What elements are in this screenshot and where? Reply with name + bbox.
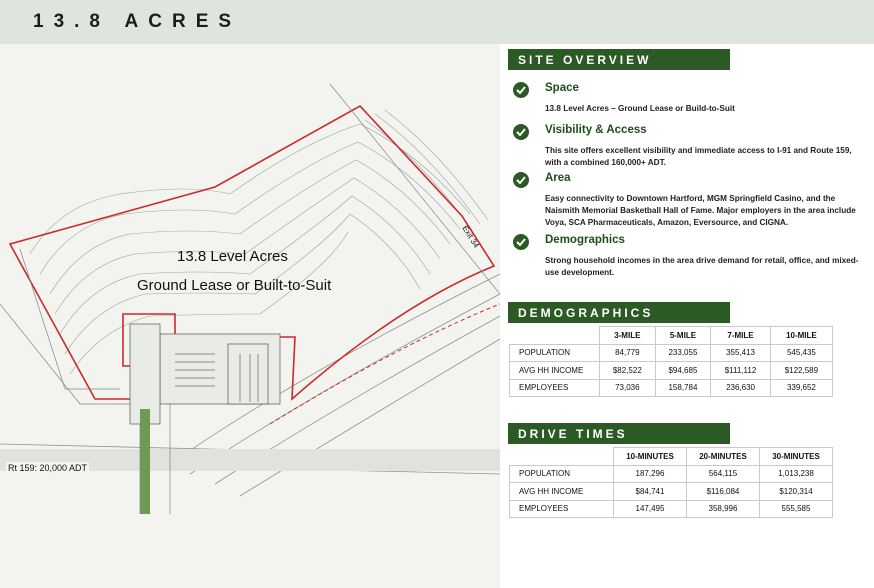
overview-heading: Demographics [545,234,625,246]
column-header: 10-MINUTES [614,448,687,466]
column-header: 5-MILE [655,327,711,345]
table-cell: 1,013,238 [760,465,833,483]
site-plan-drawing [0,44,500,588]
table-cell: $111,112 [711,362,771,380]
title-bar [0,0,874,44]
row-label: EMPLOYEES [510,379,600,397]
check-icon [513,234,529,250]
overview-item-visibility [513,124,868,174]
table-row [510,483,833,501]
table-cell: 187,296 [614,465,687,483]
row-label: POPULATION [510,344,600,362]
overview-heading: Visibility & Access [545,124,647,136]
table-cell: 355,413 [711,344,771,362]
check-icon [513,124,529,140]
column-header: 10-MILE [770,327,832,345]
column-header: 30-MINUTES [760,448,833,466]
landscape-strip [140,409,150,514]
site-overview-header: SITE OVERVIEW [508,49,730,70]
table-row [510,362,833,380]
overview-heading: Area [545,172,571,184]
demographics-table [509,326,833,397]
route-label: Rt 159: 20,000 ADT [8,463,88,473]
table-cell: 84,779 [600,344,656,362]
table-cell: $82,522 [600,362,656,380]
overview-heading: Space [545,82,579,94]
table-cell: $120,314 [760,483,833,501]
table-cell: 339,652 [770,379,832,397]
easement-line [270,304,500,424]
check-icon [513,172,529,188]
row-label: POPULATION [510,465,614,483]
table-cell: 236,630 [711,379,771,397]
overview-body: 13.8 Level Acres – Ground Lease or Build-to-Suit [545,104,735,113]
table-cell: 158,784 [655,379,711,397]
table-cell: $116,084 [687,483,760,501]
overview-body: Strong household incomes in the area drive demand for retail, office, and mixed-use development. [545,256,859,278]
site-improvements [130,324,280,424]
check-icon [513,82,529,98]
table-cell: 358,996 [687,500,760,518]
exit-label: Exit 34 [460,224,481,250]
table-row [510,344,833,362]
acres-label: 13.8 Level Acres [177,248,288,265]
page-title: 13.8 ACRES [33,11,242,32]
table-cell: 233,055 [655,344,711,362]
table-cell: $122,589 [770,362,832,380]
table-cell: $84,741 [614,483,687,501]
demographics-header: DEMOGRAPHICS [508,302,730,323]
table-cell: 564,115 [687,465,760,483]
drive-times-table [509,447,833,518]
row-label: AVG HH INCOME [510,483,614,501]
table-cell: 545,435 [770,344,832,362]
drive-times-header: DRIVE TIMES [508,423,730,444]
table-cell: 147,495 [614,500,687,518]
column-header: 20-MINUTES [687,448,760,466]
site-plan-map [0,44,500,588]
table-header-row [510,448,833,466]
table-row [510,379,833,397]
overview-body: This site offers excellent visibility and immediate access to I-91 and Route 159, with a combined 160,000+ ADT. [545,146,852,168]
table-row [510,500,833,518]
lease-label: Ground Lease or Built-to-Suit [137,277,332,294]
row-label: AVG HH INCOME [510,362,600,380]
table-header-row [510,327,833,345]
column-header: 7-MILE [711,327,771,345]
row-label: EMPLOYEES [510,500,614,518]
overview-item-area [513,172,868,234]
table-cell: $94,685 [655,362,711,380]
table-row [510,465,833,483]
column-header: 3-MILE [600,327,656,345]
table-cell: 555,585 [760,500,833,518]
overview-item-demographics [513,234,868,284]
table-cell: 73,036 [600,379,656,397]
overview-item-space [513,82,868,120]
overview-body: Easy connectivity to Downtown Hartford, MGM Springfield Casino, and the Naismith Memorial Basketball Hall of Fame. Major employers in the area include Voya, SCA Pharmaceuticals, Amazon, Eversource, and CIGNA. [545,194,856,228]
